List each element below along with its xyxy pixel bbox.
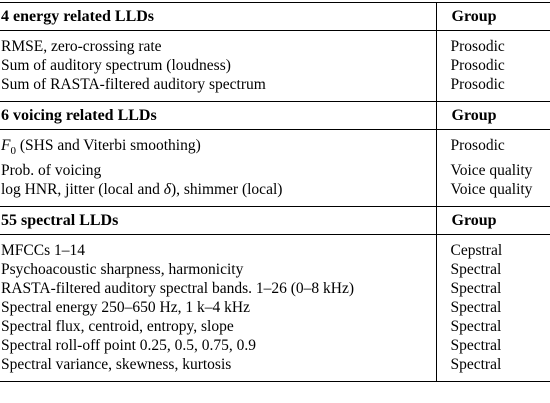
group-cell: Spectral (436, 279, 550, 298)
lld-label: Spectral variance, skewness, kurtosis (0, 355, 436, 382)
label-part: log HNR, jitter (local and (1, 181, 164, 199)
section-header-spectral (0, 207, 550, 235)
f0-subscript: 0 (10, 145, 16, 158)
group-cell: Prosodic (436, 75, 550, 102)
group-header: Group (436, 207, 550, 235)
table-row (0, 355, 550, 382)
lld-label: RMSE, zero-crossing rate (0, 31, 436, 57)
table-row (0, 260, 550, 279)
table-row (0, 317, 550, 336)
table-row (0, 75, 550, 102)
section-title: 4 energy related LLDs (0, 3, 436, 31)
group-cell: Voice quality (436, 161, 550, 180)
section-title: 55 spectral LLDs (0, 207, 436, 235)
group-cell: Spectral (436, 355, 550, 382)
group-cell: Spectral (436, 336, 550, 355)
group-header: Group (436, 102, 550, 130)
lld-label: Sum of auditory spectrum (loudness) (1, 57, 231, 74)
lld-label: Sum of RASTA-filtered auditory spectrum (1, 76, 266, 93)
delta-symbol: δ (163, 181, 171, 199)
group-header: Group (436, 3, 550, 31)
table-row (0, 56, 550, 75)
table-row (0, 298, 550, 317)
lld-label: RASTA-filtered auditory spectral bands. 1–26 (0–8 kHz) (1, 280, 355, 298)
label-part: ), shimmer (local) (170, 181, 283, 199)
f0-description: (SHS and Viterbi smoothing) (15, 137, 201, 154)
lld-label (0, 180, 436, 207)
lld-feature-table (0, 2, 550, 382)
group-cell: Spectral (436, 317, 550, 336)
lld-label: Prob. of voicing (1, 162, 102, 180)
group-cell: Prosodic (436, 31, 550, 57)
group-cell: Prosodic (436, 130, 550, 162)
lld-label: Spectral roll-off point 0.25, 0.5, 0.75, 0.9 (1, 337, 257, 355)
table-row (0, 279, 550, 298)
group-cell: Spectral (436, 260, 550, 279)
table-row (0, 336, 550, 355)
table-row (0, 31, 550, 57)
group-cell: Prosodic (436, 56, 550, 75)
f0-letter: F (1, 137, 11, 154)
lld-label: Psychoacoustic sharpness, harmonicity (1, 261, 244, 279)
lld-label: Spectral flux, centroid, entropy, slope (1, 318, 234, 336)
section-header-energy (0, 3, 550, 31)
lld-label: MFCCs 1–14 (0, 235, 436, 261)
group-cell: Cepstral (436, 235, 550, 261)
section-header-voicing (0, 102, 550, 130)
table-row (0, 235, 550, 261)
table-row (0, 161, 550, 180)
lld-label: Spectral energy 250–650 Hz, 1 k–4 kHz (1, 299, 250, 317)
lld-label (0, 130, 436, 162)
table-row (0, 130, 550, 162)
section-title: 6 voicing related LLDs (0, 102, 436, 130)
table-row (0, 180, 550, 207)
group-cell: Voice quality (436, 180, 550, 207)
group-cell: Spectral (436, 298, 550, 317)
f0-symbol (1, 137, 16, 158)
